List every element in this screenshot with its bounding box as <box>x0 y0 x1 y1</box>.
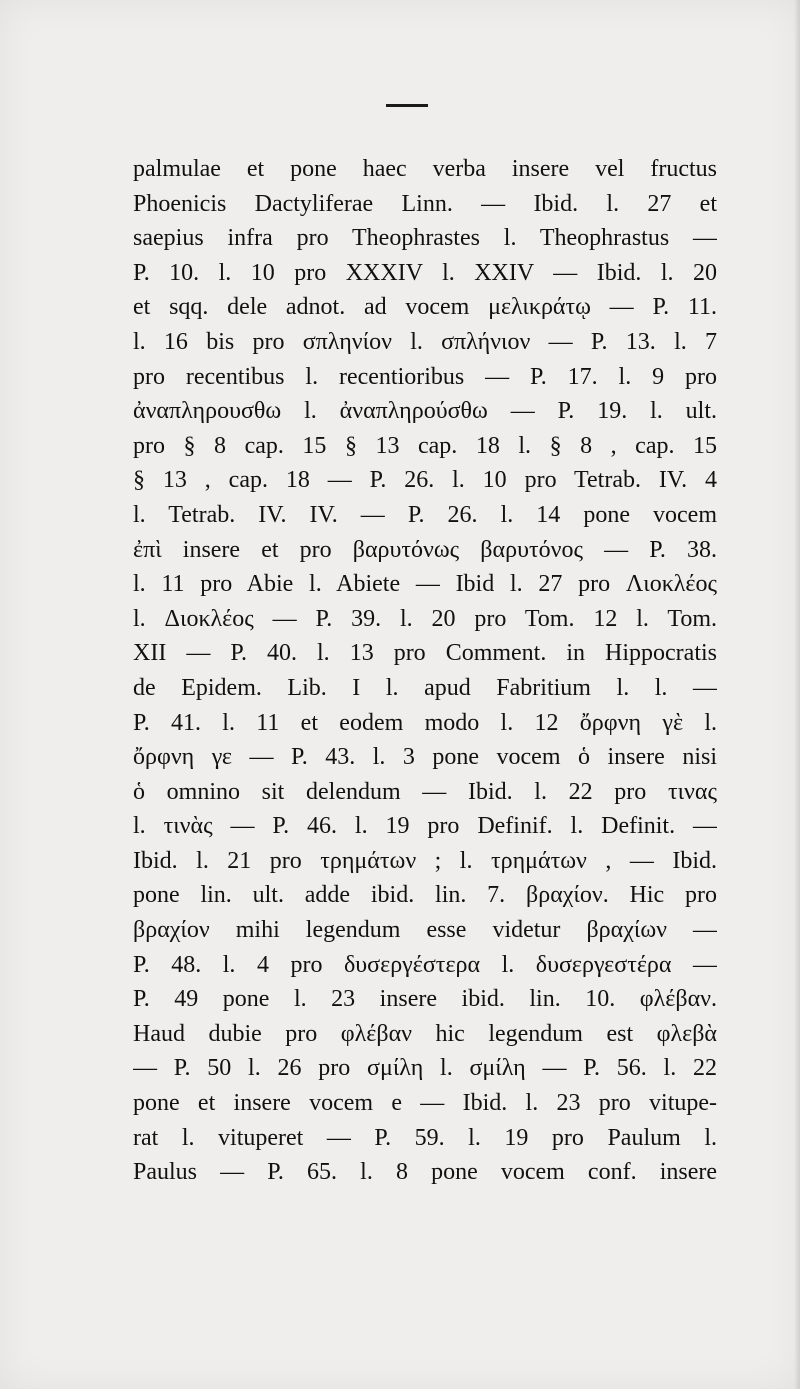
text-line: et sqq. dele adnot. ad vocem μελικράτῳ — P. 11. <box>133 294 717 321</box>
text-line: Phoenicis Dactyliferae Linn. — Ibid. l. 27 et <box>133 190 717 217</box>
text-line: P. 49 pone l. 23 insere ibid. lin. 10. φλέβαν. <box>133 986 717 1013</box>
text-line: l. 11 pro Abie l. Abiete — Ibid l. 27 pro Λιοκλέος <box>133 571 717 598</box>
header-rule <box>386 104 428 107</box>
text-line: ὄρφνη γε — P. 43. l. 3 pone vocem ὁ insere nisi <box>133 744 717 771</box>
text-line: pone lin. ult. adde ibid. lin. 7. βραχίον. Hic pro <box>133 882 717 909</box>
text-line: palmulae et pone haec verba insere vel fructus <box>133 156 717 182</box>
text-line: pro recentibus l. recentioribus — P. 17. l. 9 pro <box>133 363 717 390</box>
text-line: l. 16 bis pro σπληνίον l. σπλήνιον — P. 13. l. 7 <box>133 328 717 355</box>
text-line: pro § 8 cap. 15 § 13 cap. 18 l. § 8 , cap. 15 <box>133 432 717 459</box>
text-line: ἀναπληρουσθω l. ἀναπληρούσθω — P. 19. l. ult. <box>133 398 717 425</box>
text-line: βραχίον mihi legendum esse videtur βραχίων — <box>133 917 717 944</box>
text-line: P. 10. l. 10 pro XXXIV l. XXIV — Ibid. l. 20 <box>133 259 717 286</box>
text-line: XII — P. 40. l. 13 pro Comment. in Hippocratis <box>133 640 717 667</box>
text-line: — P. 50 l. 26 pro σμίλη l. σμίλη — P. 56. l. 22 <box>133 1055 717 1082</box>
text-line: l. τινὰς — P. 46. l. 19 pro Definif. l. Definit. — <box>133 813 717 840</box>
text-line: ὁ omnino sit delendum — Ibid. l. 22 pro τινας <box>133 778 717 805</box>
page-edge-shadow <box>794 0 800 1389</box>
text-line: l. Διοκλέος — P. 39. l. 20 pro Tom. 12 l. Tom. <box>133 605 717 632</box>
text-line: pone et insere vocem e — Ibid. l. 23 pro vitupe- <box>133 1090 717 1117</box>
text-line: l. Tetrab. IV. IV. — P. 26. l. 14 pone vocem <box>133 501 717 528</box>
text-line: § 13 , cap. 18 — P. 26. l. 10 pro Tetrab. IV. 4 <box>133 467 717 494</box>
errata-text-block <box>133 152 717 1190</box>
text-line: Ibid. l. 21 pro τρημάτων ; l. τρημάτων , — Ibid. <box>133 847 717 874</box>
text-line: P. 41. l. 11 et eodem modo l. 12 ὄρφνη γὲ l. <box>133 709 717 736</box>
text-line: ἐπὶ insere et pro βαρυτόνως βαρυτόνος — P. 38. <box>133 536 717 563</box>
text-line: Paulus — P. 65. l. 8 pone vocem conf. insere <box>133 1159 717 1186</box>
text-line: rat l. vituperet — P. 59. l. 19 pro Paulum l. <box>133 1124 717 1151</box>
text-line: de Epidem. Lib. I l. apud Fabritium l. l. — <box>133 674 717 701</box>
text-line: P. 48. l. 4 pro δυσεργέστερα l. δυσεργεστέρα — <box>133 951 717 978</box>
text-line: Haud dubie pro φλέβαν hic legendum est φλεβὰ <box>133 1020 717 1047</box>
text-line: saepius infra pro Theophrastes l. Theophrastus — <box>133 225 717 252</box>
